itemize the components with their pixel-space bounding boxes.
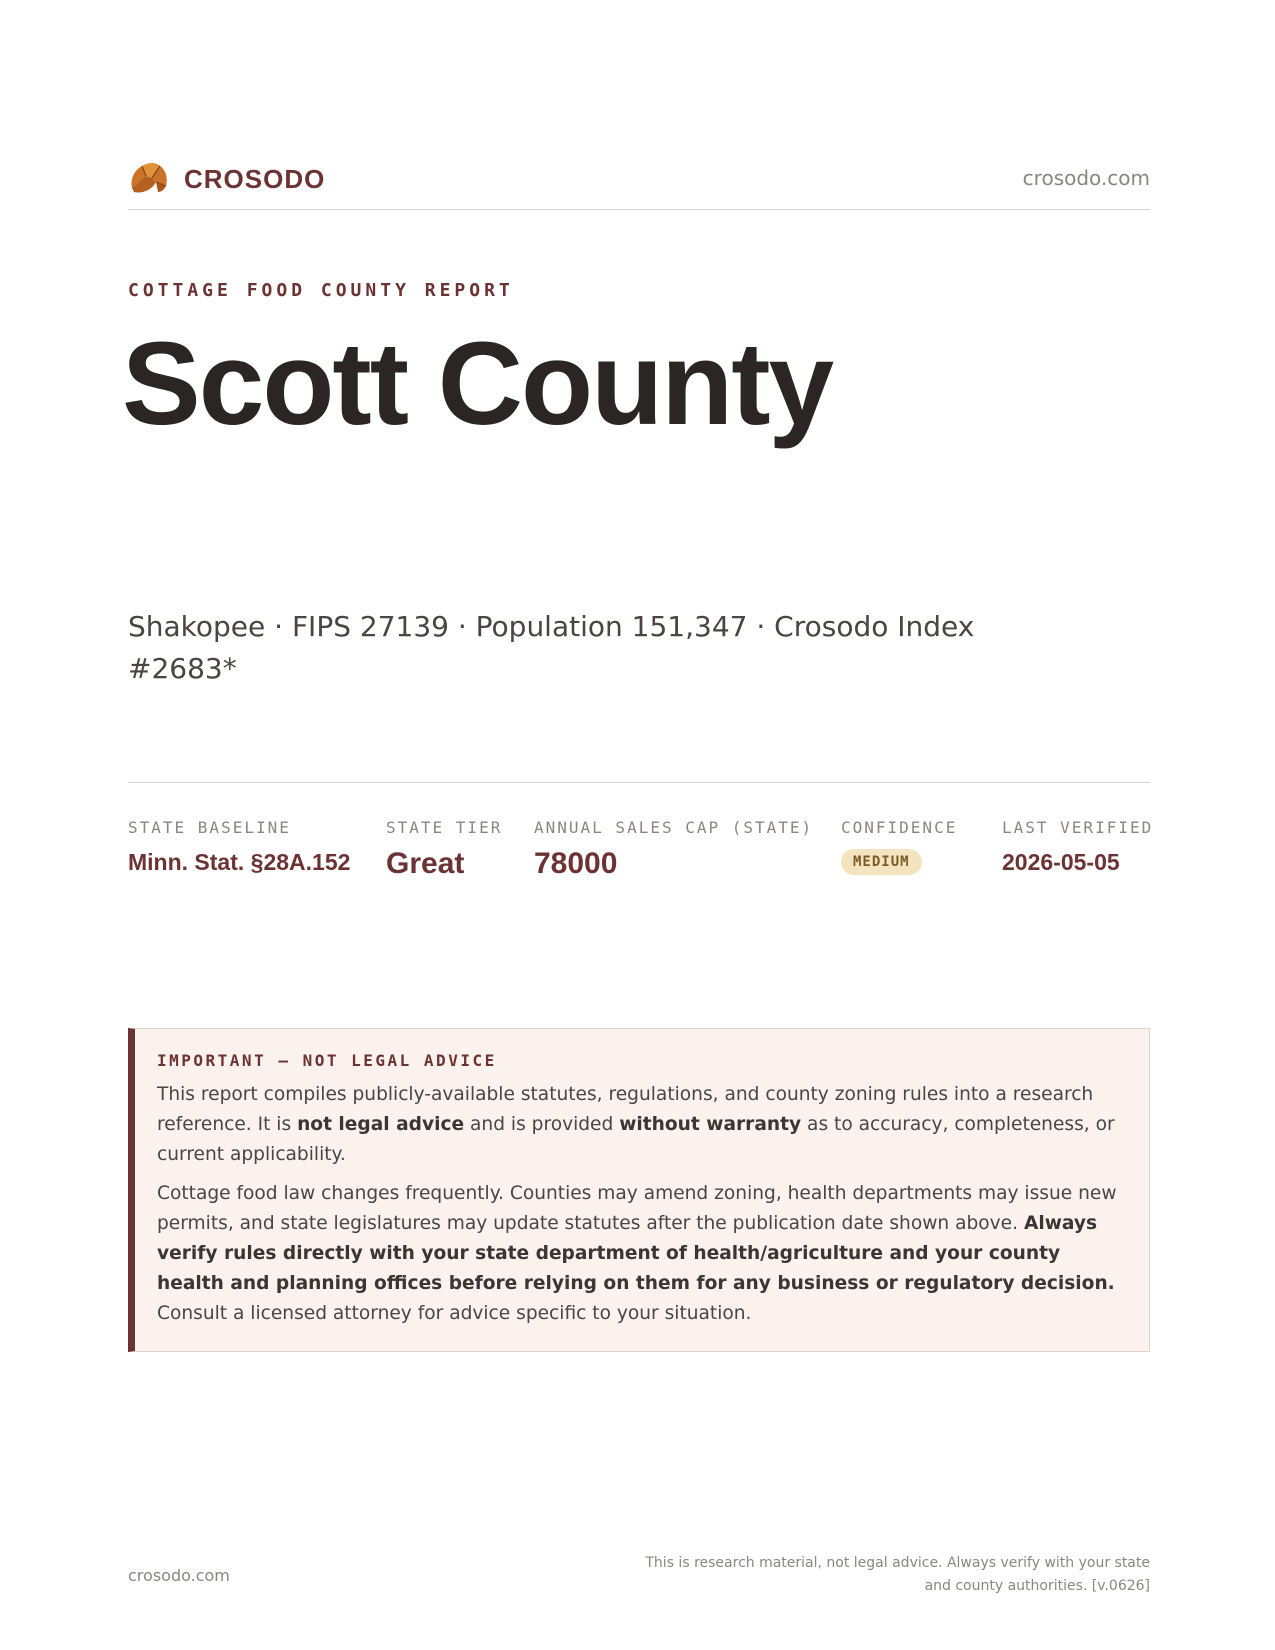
report-eyebrow: COTTAGE FOOD COUNTY REPORT — [128, 280, 514, 301]
fact-label: STATE TIER — [386, 818, 503, 837]
notice-text: Consult a licensed attorney for advice specific to your situation. — [157, 1303, 752, 1324]
footer-disclaimer-line: This is research material, not legal advice. Always verify with your state — [645, 1555, 1150, 1571]
fact-label: STATE BASELINE — [128, 818, 291, 837]
fact-sales-cap — [534, 818, 813, 881]
fact-label: ANNUAL SALES CAP (STATE) — [534, 818, 814, 837]
notice-emphasis: Always verify rules directly with your state department of health/agriculture and your county health and planning offices before relying on them for any business or regulatory decision. — [157, 1213, 1115, 1294]
divider — [128, 782, 1150, 783]
notice-emphasis: not legal advice — [297, 1114, 465, 1135]
fact-value: Great — [386, 847, 465, 880]
notice-text: and is provided — [464, 1114, 620, 1135]
site-url[interactable]: crosodo.com — [1022, 166, 1150, 190]
page-header — [128, 160, 1150, 210]
confidence-badge: MEDIUM — [841, 849, 922, 875]
notice-text: as to accuracy, completeness, or current applicability. — [157, 1114, 1115, 1165]
notice-emphasis: without warranty — [619, 1114, 802, 1135]
fact-value: Minn. Stat. §28A.152 — [128, 849, 351, 875]
footer-disclaimer-line: and county authorities. [v.0626] — [924, 1578, 1150, 1594]
fact-label: CONFIDENCE — [841, 818, 958, 837]
brand — [128, 160, 325, 198]
croissant-icon — [128, 160, 170, 198]
fact-state-tier — [386, 818, 502, 881]
brand-name: CROSODO — [184, 163, 326, 194]
legal-notice — [128, 1028, 1150, 1352]
notice-text: This report compiles publicly-available statutes, regulations, and county zoning rules into a research reference. It is — [157, 1084, 1094, 1135]
facts-row — [128, 818, 1154, 898]
fact-label: LAST VERIFIED — [1002, 818, 1154, 837]
fact-confidence — [841, 818, 957, 875]
fact-value: 78000 — [534, 847, 618, 880]
fact-last-verified — [1002, 818, 1153, 876]
notice-paragraph — [157, 1080, 1123, 1170]
footer-url[interactable]: crosodo.com — [128, 1566, 230, 1585]
page-title: Scott County — [122, 318, 833, 450]
notice-paragraph — [157, 1179, 1123, 1329]
footer-disclaimer — [630, 1552, 1150, 1598]
fact-state-baseline — [128, 818, 350, 876]
notice-title: IMPORTANT — NOT LEGAL ADVICE — [157, 1051, 497, 1070]
fact-value: 2026-05-05 — [1002, 849, 1120, 875]
notice-text: Cottage food law changes frequently. Counties may amend zoning, health departments may issue new permits, and state legislatures may update statutes after the publication date shown above. — [157, 1183, 1117, 1234]
report-subtitle: Shakopee · FIPS 27139 · Population 151,347 · Crosodo Index #2683* — [128, 610, 975, 685]
